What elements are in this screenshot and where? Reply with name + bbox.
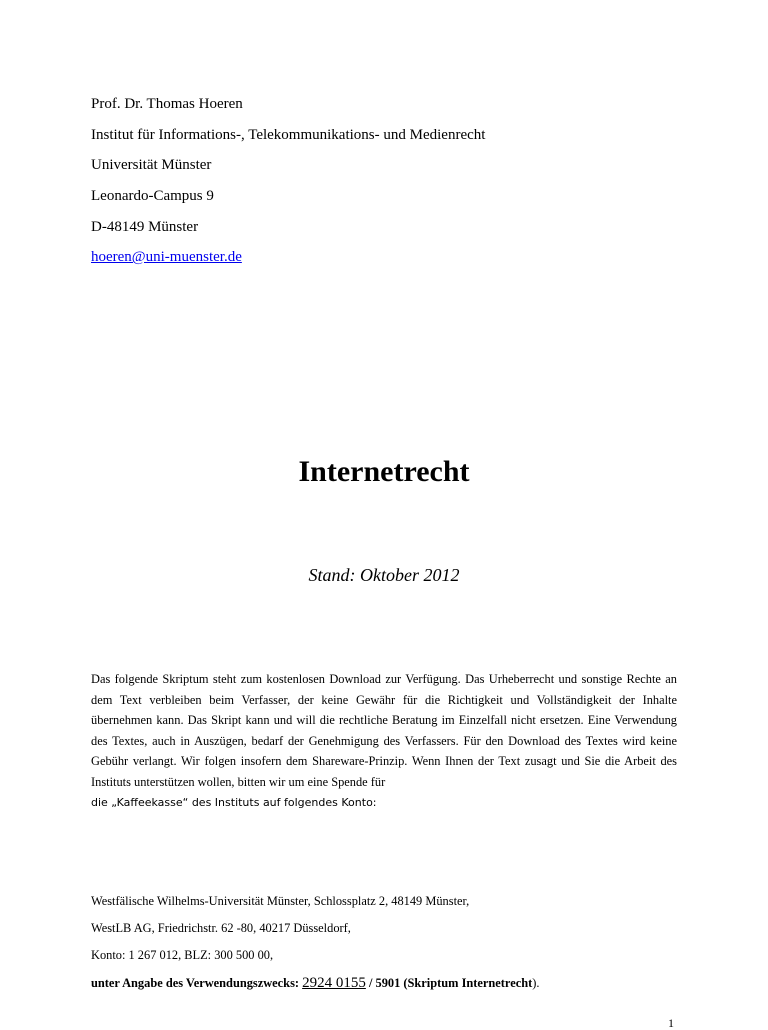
usage-prefix: unter Angabe des Verwendungszwecks:	[91, 976, 303, 990]
bank-institution: WestLB AG, Friedrichstr. 62 -80, 40217 Düsseldorf,	[91, 921, 351, 935]
email-line	[91, 248, 242, 266]
usage-suffix: ).	[532, 976, 540, 990]
university-name: Universität Münster	[91, 157, 212, 173]
kaffee-line: die „Kaffeekasse“ des Instituts auf folgendes Konto:	[91, 796, 377, 809]
intro-paragraph	[91, 669, 677, 814]
usage-middle: / 5901 (Skriptum Internetrecht	[365, 976, 533, 990]
bank-recipient: Westfälische Wilhelms-Universität Münster, Schlossplatz 2, 48149 Münster,	[91, 894, 470, 908]
institute-name: Institut für Informations-, Telekommunikations- und Medienrecht	[91, 127, 486, 143]
document-title: Internetrecht	[298, 455, 470, 488]
author-name: Prof. Dr. Thomas Hoeren	[91, 96, 243, 112]
bank-account: Konto: 1 267 012, BLZ: 300 500 00,	[91, 948, 274, 962]
city-address: D-48149 Münster	[91, 219, 199, 235]
intro-text: Das folgende Skriptum steht zum kostenlosen Download zur Verfügung. Das Urheberrecht und sonstige Rechte an dem Text verbleiben beim Verfasser, der keine Gewähr für die Richtigkeit und Vollständigkeit der Inhalte übernehmen kann. Das Skript kann und will die rechtliche Beratung im Einzelfall nicht ersetzen. Eine Verwendung des Textes, auch in Auszügen, bedarf der Genehmigung des Verfassers. Für den Download des Textes wird keine Gebühr verlangt. Wir folgen insofern dem Shareware-Prinzip. Wenn Ihnen der Text zusagt und Sie die Arbeit des Instituts unterstützen wollen, bitten wir um eine Spende für	[91, 672, 677, 789]
page-number: 1	[668, 1016, 674, 1030]
usage-ref-number: 2924 0155	[302, 975, 366, 991]
usage-line	[91, 973, 539, 993]
email-link[interactable]: hoeren@uni-muenster.de	[91, 249, 242, 265]
document-date: Stand: Oktober 2012	[308, 565, 460, 585]
street-address: Leonardo-Campus 9	[91, 188, 214, 204]
